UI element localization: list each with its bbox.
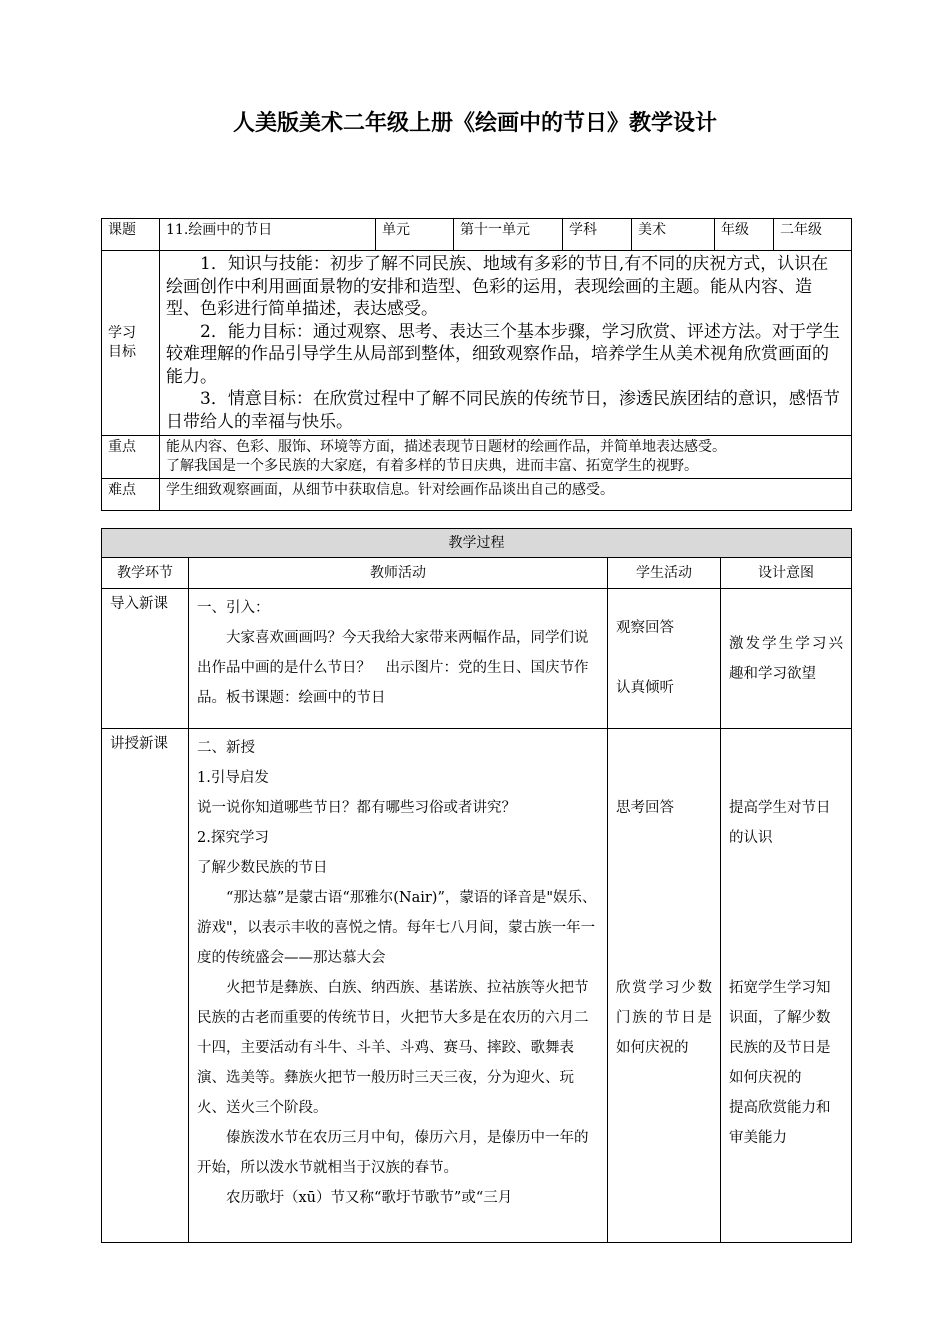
key-label: 重点 [102, 436, 160, 479]
col-intent: 设计意图 [721, 558, 852, 589]
grade-value: 二年级 [774, 219, 852, 251]
lesson-value: 11.绘画中的节日 [160, 219, 376, 251]
key-cell: 能从内容、色彩、服饰、环境等方面，描述表现节日题材的绘画作品，并简单地表达感受。 了解我国是一个多民族的大家庭，有着多样的节日庆典，进而丰富、拓宽学生的视野。 [160, 436, 852, 479]
subject-label: 学科 [563, 219, 632, 251]
table-row [102, 729, 852, 1243]
process-header: 教学过程 [102, 529, 852, 558]
unit-value: 第十一单元 [454, 219, 563, 251]
intent-new: 提高学生对节日的认识 拓宽学生学习知识面，了解少数民族的及节日是如何庆祝的 提高欣赏能力和审美能力 [721, 729, 852, 1243]
intent-intro: 激发学生学习兴趣和学习欲望 [721, 589, 852, 729]
difficulty-label: 难点 [102, 479, 160, 511]
col-stage: 教学环节 [102, 558, 189, 589]
goal-knowledge: 1．知识与技能：初步了解不同民族、地域有多彩的节日,有不同的庆祝方式，认识在绘画创作中利用画面景物的安排和造型、色彩的运用，表现绘画的主题。能从内容、造型、色彩进行简单描述，表达感受。 [166, 254, 829, 319]
table-row [102, 589, 852, 729]
teaching-process-table [101, 528, 852, 1243]
lesson-label: 课题 [102, 219, 160, 251]
unit-label: 单元 [376, 219, 454, 251]
teacher-intro: 一、引入： 大家喜欢画画吗？今天我给大家带来两幅作品，同学们说出作品中画的是什么节日？ 出示图片：党的生日、国庆节作品。板书课题：绘画中的节日 [189, 589, 608, 729]
stage-intro: 导入新课 [102, 589, 189, 729]
teacher-new: 二、新授 1.引导启发 说一说你知道哪些节日？都有哪些习俗或者讲究？ 2.探究学习 了解少数民族的节日 “那达慕”是蒙古语“那雅尔(Nair)”，蒙语的译音是"娱乐、游戏"，以表示丰收的喜悦之情。每年七八月间，蒙古族一年一度的传统盛会——那达慕大会 火把节是彝族、白族、纳西族、基诺族、拉祜族等火把节民族的古老而重要的传统节日，火把节大多是在农历的六月二十四，主要活动有斗牛、斗羊、斗鸡、赛马、摔跤、歌舞表演、选美等。彝族火把节一般历时三天三夜，分为迎火、玩火、送火三个阶段。 傣族泼水节在农历三月中旬，傣历六月，是傣历中一年的开始，所以泼水节就相当于汉族的春节。 农历歌圩（xū）节又称“歌圩节歌节”或“三月 [189, 729, 608, 1243]
page-title: 人美版美术二年级上册《绘画中的节日》教学设计 [232, 111, 717, 136]
difficulty-value: 学生细致观察画面，从细节中获取信息。针对绘画作品谈出自己的感受。 [160, 479, 852, 511]
student-intro: 观察回答 认真倾听 [608, 589, 721, 729]
goals-label: 学习 目标 [102, 251, 160, 436]
subject-value: 美术 [632, 219, 715, 251]
col-teacher: 教师活动 [189, 558, 608, 589]
stage-new: 讲授新课 [102, 729, 189, 1243]
grade-label: 年级 [715, 219, 774, 251]
col-student: 学生活动 [608, 558, 721, 589]
goal-ability: 2．能力目标：通过观察、思考、表达三个基本步骤，学习欣赏、评述方法。对于学生较难理解的作品引导学生从局部到整体，细致观察作品，培养学生从美术视角欣赏画面的能力。 [166, 321, 840, 387]
goals-cell [160, 251, 852, 436]
student-new: 思考回答 欣赏学习少数门族的节日是如何庆祝的 [608, 729, 721, 1243]
goal-emotion: 3．情意目标：在欣赏过程中了解不同民族的传统节日，渗透民族团结的意识，感悟节日带给人的幸福与快乐。 [166, 389, 840, 432]
lesson-info-table [101, 218, 852, 511]
